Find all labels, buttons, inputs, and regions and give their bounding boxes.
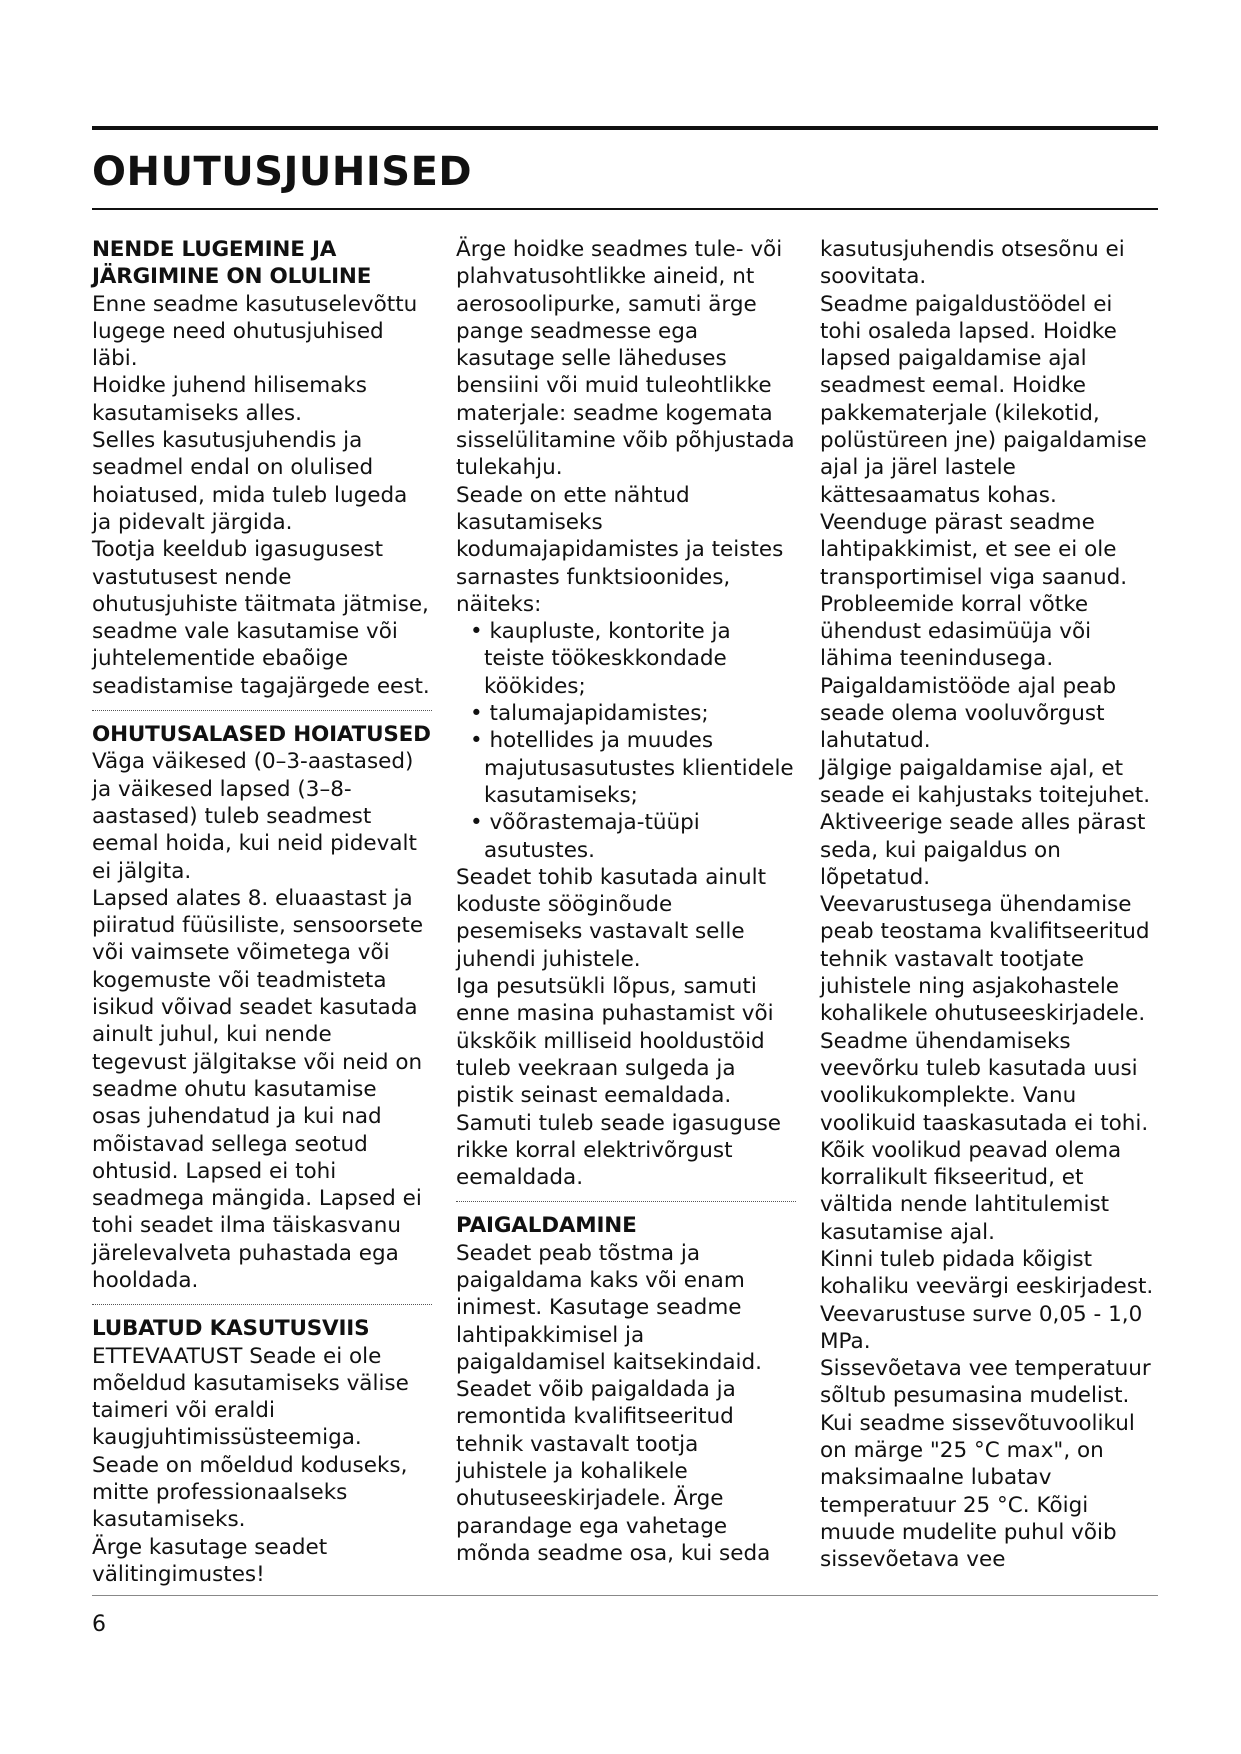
page-title: OHUTUSJUHISED	[92, 149, 473, 195]
top-rule	[92, 126, 1158, 130]
paragraph: Veevarustuse surve 0,05 - 1,0 MPa.	[820, 1301, 1143, 1354]
paragraph: Seadme ühendamiseks veevõrku tuleb kasutada uusi voolikukomplekte. Vanu voolikuid taaskasutada ei tohi.	[820, 1028, 1149, 1136]
column-3	[820, 236, 1160, 1574]
paragraph: Tootja keeldub igasugusest vastutusest nende ohutusjuhiste täitmata jätmise, seadme vale kasutamise või juhtelementide ebaõige seadistamise tagajärgede eest.	[92, 537, 430, 699]
paragraph: Seadet peab tõstma ja paigaldama kaks või enam inimest. Kasutage seadme lahtipakkimisel ja paigaldamisel kaitsekindaid.	[456, 1240, 762, 1375]
paragraph: Iga pesutsükli lõpus, samuti enne masina puhastamist või ükskõik milliseid hooldustöid tuleb veekraan sulgeda ja pistik seinast eemaldada.	[456, 974, 774, 1109]
usage-bullet-list	[456, 618, 796, 864]
list-item: • hotellides ja muudes majutusasutustes klientidele kasutamiseks;	[456, 727, 796, 809]
dotted-separator	[92, 710, 432, 711]
paragraph: Hoidke juhend hilisemaks kasutamiseks alles.	[92, 373, 367, 426]
paragraph: Ärge hoidke seadmes tule- või plahvatusohtlikke aineid, nt aerosoolipurke, samuti ärge pange seadmesse ega kasutage selle läheduses bensiini või muid tuleohtlikke materjale: seadme kogemata sisselülitamine võib põhjustada tulekahju.	[456, 237, 795, 481]
paragraph: Kinni tuleb pidada kõigist kohaliku veevärgi eeskirjadest.	[820, 1246, 1154, 1300]
paragraph: Seadet võib paigaldada ja remontida kvalifitseeritud tehnik vastavalt tootja juhistele ja kohalikele ohutuseeskirjadele. Ärge parandage ega vahetage mõnda seadme osa, kui seda	[456, 1377, 771, 1566]
list-item: • võõrastemaja-tüüpi asutustes.	[456, 809, 796, 864]
paragraph: Kõik voolikud peavad olema korralikult fikseeritud, et vältida nende lahtitulemist kasutamise ajal.	[820, 1137, 1122, 1245]
list-item: • kaupluste, kontorite ja teiste töökeskkondade köökides;	[456, 618, 796, 700]
paragraph: Aktiveerige seade alles pärast seda, kui paigaldus on lõpetatud.	[820, 810, 1146, 890]
column-2	[456, 236, 796, 1567]
paragraph: Seade on mõeldud koduseks, mitte professionaalseks kasutamiseks.	[92, 1452, 408, 1533]
footer-rule	[92, 1595, 1158, 1596]
paragraph: Seade on ette nähtud kasutamiseks kodumajapidamistes ja teistes sarnastes funktsioonides, näiteks:	[456, 482, 784, 617]
heading-installation: PAIGALDAMINE	[456, 1213, 637, 1239]
paragraph: Veevarustusega ühendamise peab teostama kvalifitseeritud tehnik vastavalt tootjate juhistele ning asjakohastele kohalikele ohutuseeskirjadele.	[820, 892, 1150, 1027]
heading-permitted-use: LUBATUD KASUTUSVIIS	[92, 1316, 370, 1342]
paragraph: ETTEVAATUST Seade ei ole mõeldud kasutamiseks välise taimeri või eraldi kaugjuhtimissüsteemiga.	[92, 1343, 409, 1451]
paragraph: Paigaldamistööde ajal peab seade olema vooluvõrgust lahutatud.	[820, 673, 1117, 754]
heading-safety-warnings: OHUTUSALASED HOIATUSED	[92, 722, 431, 748]
page-number: 6	[92, 1612, 106, 1637]
title-rule	[92, 208, 1158, 210]
dotted-separator	[92, 1304, 432, 1305]
paragraph: Sissevõetava vee temperatuur sõltub pesumasina mudelist. Kui seadme sissevõtuvoolikul on märge "25 °C max", on maksimaalne lubatav temperatuur 25 °C. Kõigi muude mudelite puhul võib sissevõetava vee	[820, 1356, 1151, 1573]
heading-reading-important: NENDE LUGEMINE JA JÄRGIMINE ON OLULINE	[92, 237, 372, 290]
paragraph: Seadet tohib kasutada ainult koduste sööginõude pesemiseks vastavalt selle juhendi juhistele.	[456, 864, 766, 972]
paragraph: Lapsed alates 8. eluaastast ja piiratud füüsiliste, sensoorsete või vaimsete võimetega või kogemuste või teadmisteta isikud võivad seadet kasutada ainult juhul, kui nende tegevust jälgitakse või neid on seadme ohutu kasutamise osas juhendatud ja kui nad mõistavad sellega seotud ohtusid. Lapsed ei tohi seadmega mängida. Lapsed ei tohi seadet ilma täiskasvanu järelevalveta puhastada ega hooldada.	[92, 885, 424, 1293]
paragraph: Samuti tuleb seade igasuguse rikke korral elektrivõrgust eemaldada.	[456, 1110, 782, 1191]
paragraph: Seadme paigaldustöödel ei tohi osaleda lapsed. Hoidke lapsed paigaldamise ajal seadmest eemal. Hoidke pakkematerjale (kilekotid, polüstüreen jne) paigaldamise ajal ja järel lastele kättesaamatus kohas.	[820, 291, 1147, 508]
paragraph: Enne seadme kasutuselevõttu lugege need ohutusjuhised läbi.	[92, 291, 418, 372]
paragraph: kasutusjuhendis otsesõnu ei soovitata.	[820, 237, 1125, 290]
column-1	[92, 236, 432, 1588]
paragraph: Veenduge pärast seadme lahtipakkimist, et see ei ole transportimisel viga saanud. Probleemide korral võtke ühendust edasimüüja või lähima teenindusega.	[820, 509, 1128, 672]
list-item: • talumajapidamistes;	[456, 700, 796, 727]
paragraph: Jälgige paigaldamise ajal, et seade ei kahjustaks toitejuhet.	[820, 755, 1151, 808]
paragraph: Selles kasutusjuhendis ja seadmel endal on olulised hoiatused, mida tuleb lugeda ja pidevalt järgida.	[92, 428, 408, 535]
dotted-separator	[456, 1201, 796, 1202]
paragraph: Väga väikesed (0–3-aastased) ja väikesed lapsed (3–8-aastased) tuleb seadmest eemal hoida, kui neid pidevalt ei jälgita.	[92, 749, 417, 884]
paragraph: Ärge kasutage seadet välitingimustes!	[92, 1534, 328, 1587]
